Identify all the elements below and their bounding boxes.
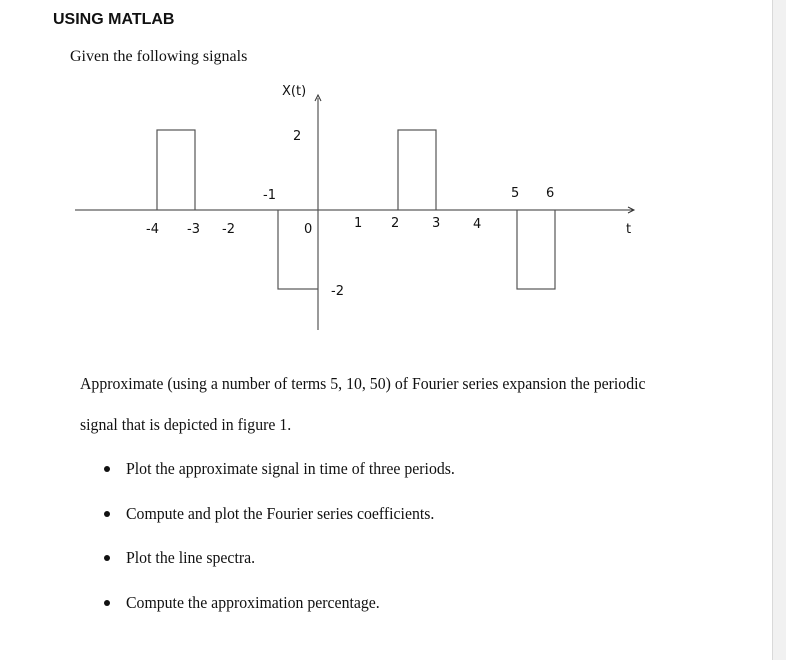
bullet-icon	[104, 466, 110, 472]
page-title: USING MATLAB	[53, 11, 175, 28]
paragraph-line-1: Approximate (using a number of terms 5, 10, 50) of Fourier series expansion the periodic	[80, 374, 646, 393]
tick-label: 6	[546, 186, 555, 201]
tick-label: -2	[222, 222, 235, 237]
pulse-positive	[157, 130, 195, 210]
amplitude-high-label: 2	[293, 129, 302, 144]
pulse-negative	[517, 210, 555, 289]
bullet-icon	[104, 600, 110, 606]
tick-label: 4	[473, 217, 482, 232]
tick-label: -1	[263, 188, 276, 203]
tick-label: 1	[354, 216, 363, 231]
paragraph-line-2: signal that is depicted in figure 1.	[80, 415, 292, 434]
tick-label: 2	[391, 216, 400, 231]
tick-label: 0	[304, 222, 313, 237]
bullet-icon	[104, 511, 110, 517]
tick-label: -3	[187, 222, 200, 237]
bullet-icon	[104, 555, 110, 561]
intro-text: Given the following signals	[70, 48, 248, 65]
list-item-text: Plot the line spectra.	[126, 548, 256, 567]
y-axis-label: X(t)	[282, 84, 307, 99]
list-item-text: Compute and plot the Fourier series coefficients.	[126, 504, 435, 523]
list-item-text: Plot the approximate signal in time of three periods.	[126, 459, 455, 478]
amplitude-low-label: -2	[331, 284, 344, 299]
list-item-text: Compute the approximation percentage.	[126, 593, 380, 612]
x-axis-label: t	[626, 222, 632, 237]
tick-label: 3	[432, 216, 441, 231]
tick-label: 5	[511, 186, 520, 201]
pulse-positive	[398, 130, 436, 210]
tick-label: -4	[146, 222, 159, 237]
